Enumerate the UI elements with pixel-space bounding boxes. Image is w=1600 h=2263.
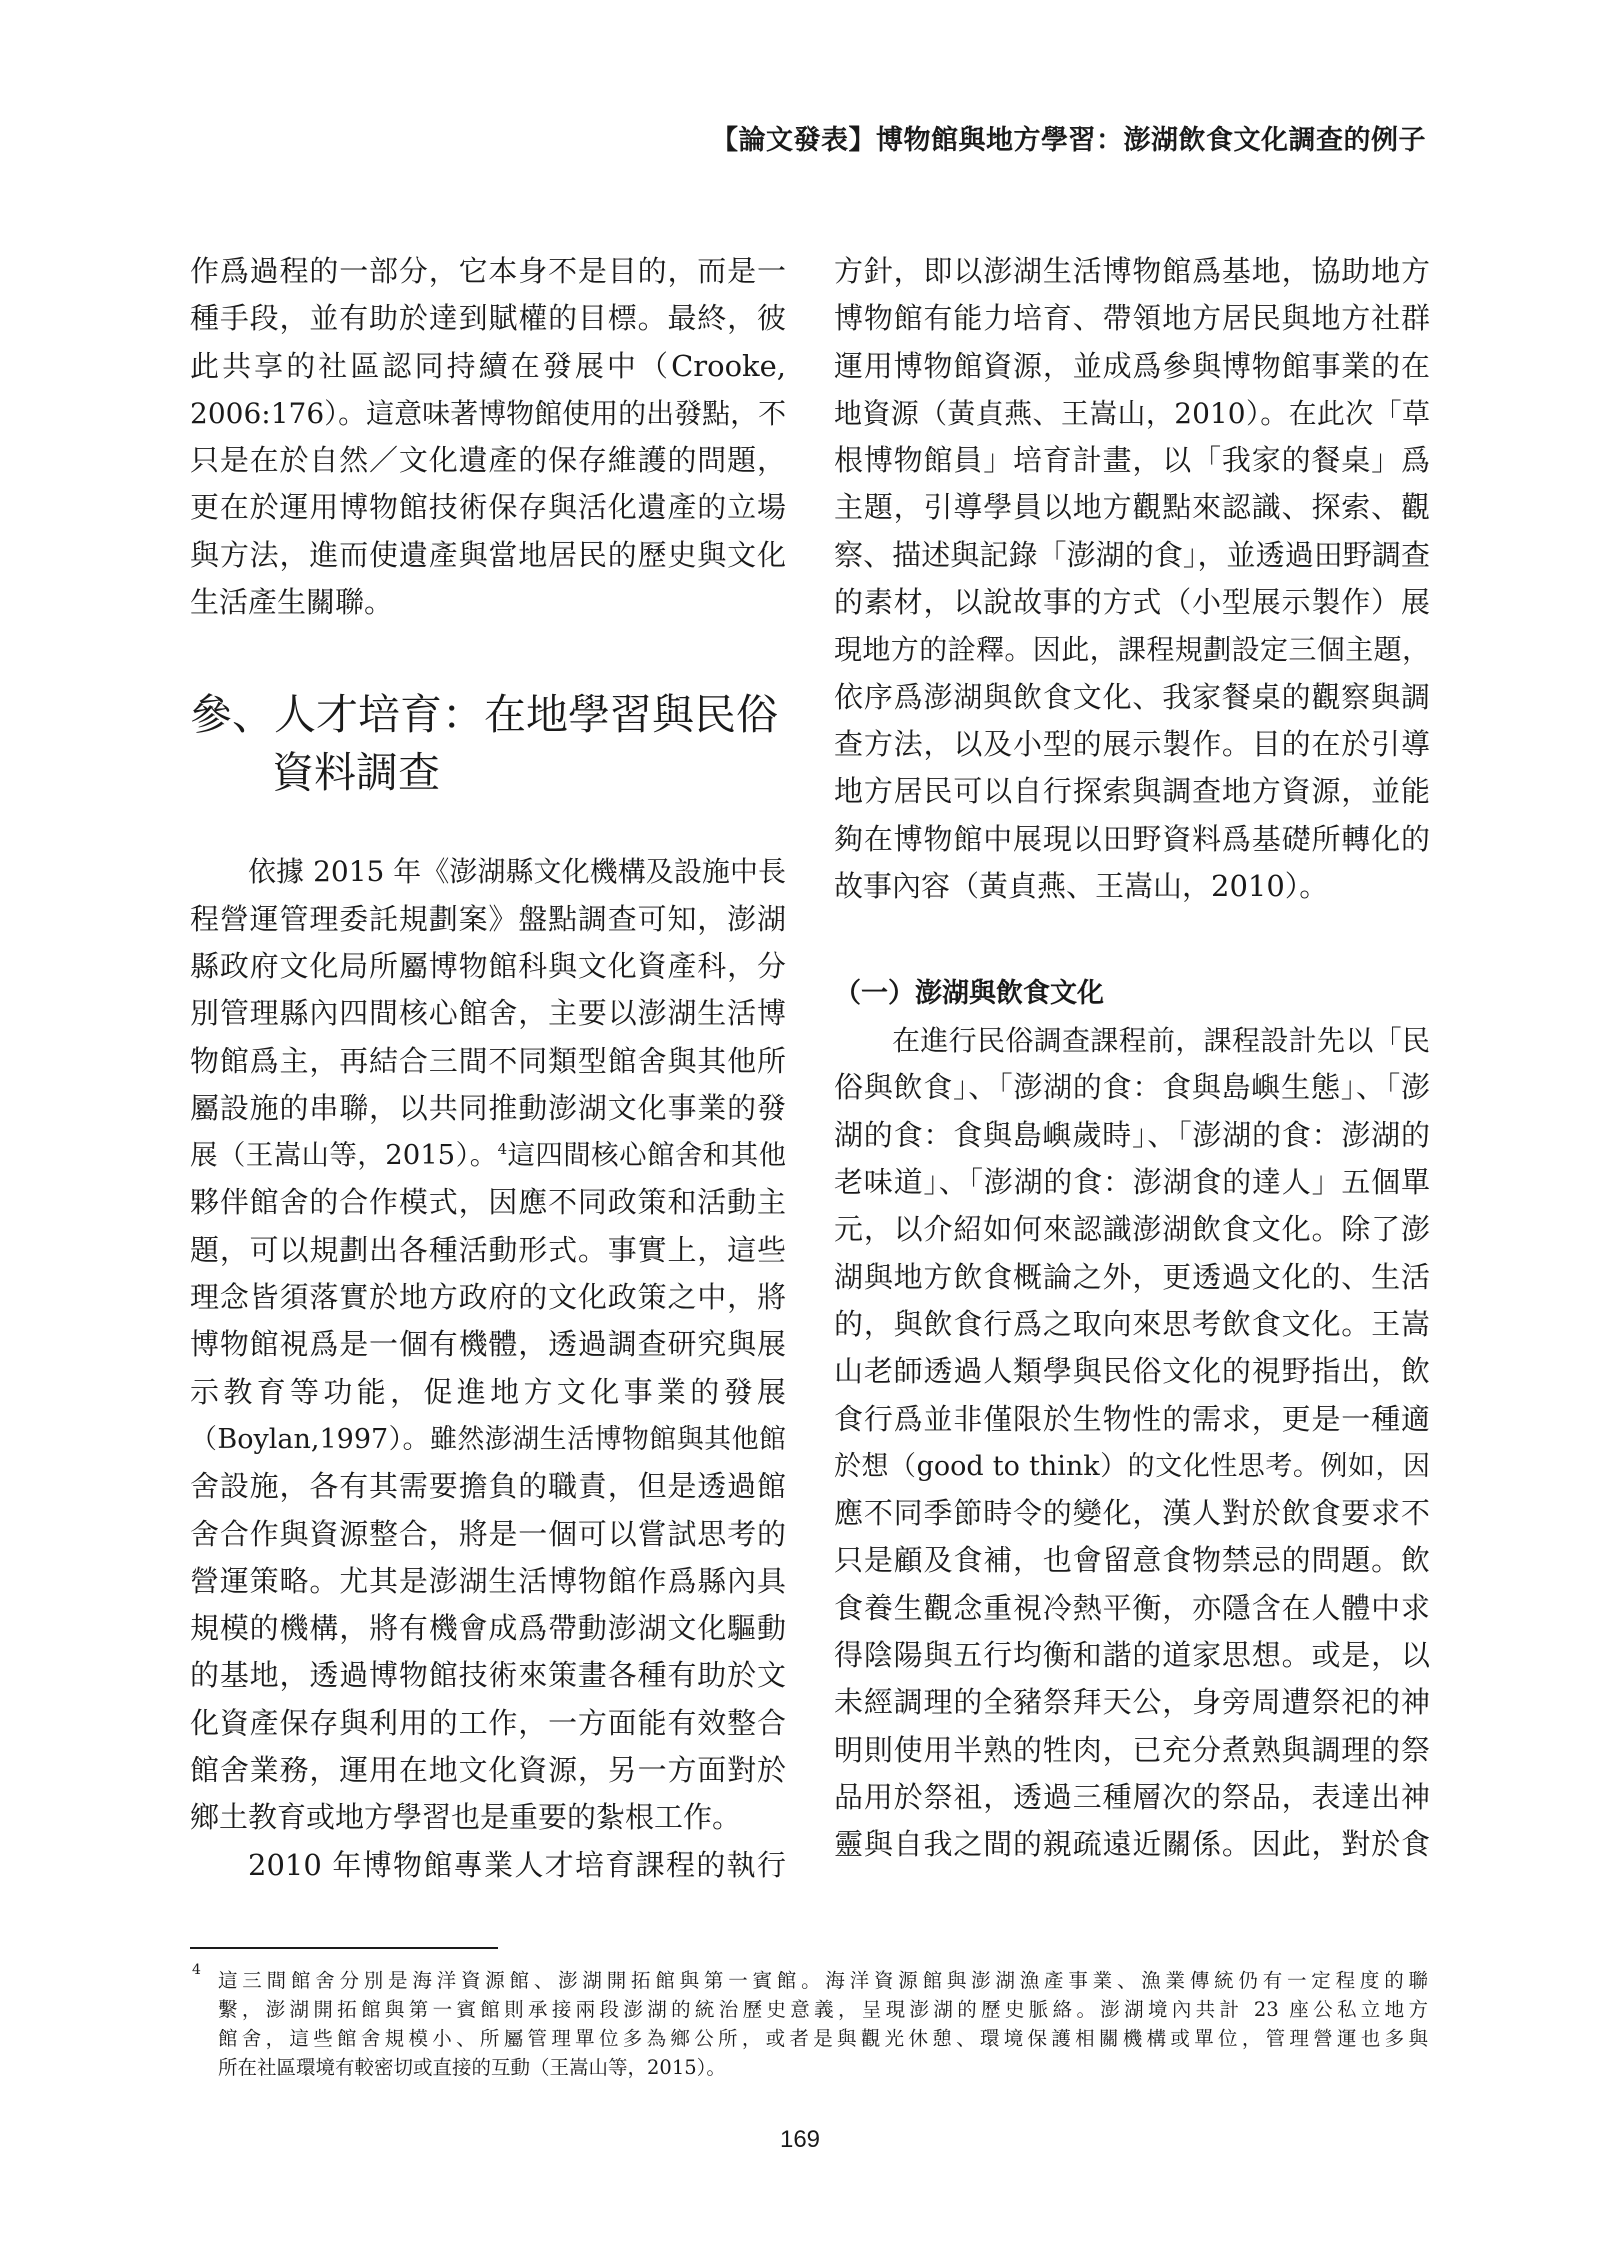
text-line: 別管理縣內四間核心館舍，主要以澎湖生活博 [190, 996, 786, 1031]
left-column [190, 248, 786, 1889]
page-number: 169 [779, 2126, 821, 2153]
text-line: 明則使用半熟的牲肉，已充分煮熟與調理的祭 [834, 1732, 1430, 1767]
text-line: 夠在博物館中展現以田野資料爲基礎所轉化的 [834, 821, 1430, 856]
text-line: 只是顧及食補，也會留意食物禁忌的問題。飲 [834, 1543, 1430, 1578]
paragraph [190, 848, 786, 1841]
text-line: 元，以介紹如何來認識澎湖飲食文化。除了澎 [834, 1212, 1430, 1247]
footnote-reference[interactable]: 4 [497, 1140, 508, 1158]
text-line: 縣政府文化局所屬博物館科與文化資產科，分 [190, 948, 786, 983]
text-line: 與方法，進而使遺產與當地居民的歷史與文化 [190, 537, 786, 572]
footnote-line: 這三間館舍分別是海洋資源館、澎湖開拓館與第一賓館。海洋資源館與澎湖漁產事業、漁業傳統仍有一定程度的聯 [218, 1969, 1428, 1992]
text-line: 根博物館員」培育計畫，以「我家的餐桌」爲 [834, 443, 1430, 478]
text-run: 這四間核心館舍和其他 [507, 1139, 786, 1172]
text-line: 生活產生關聯。 [190, 585, 394, 620]
footnote [190, 1962, 1430, 2082]
text-line: 湖的食：食與島嶼歲時」、「澎湖的食：澎湖的 [834, 1117, 1430, 1152]
text-line: 得陰陽與五行均衡和諧的道家思想。或是，以 [834, 1638, 1430, 1673]
text-line: 主題，引導學員以地方觀點來認識、探索、觀 [834, 490, 1430, 525]
text-line: 物館爲主，再結合三間不同類型館舍與其他所 [190, 1043, 786, 1078]
text-line: 2010 年博物館專業人才培育課程的執行 [248, 1847, 786, 1882]
section-heading [190, 686, 786, 802]
text-line: 依序爲澎湖與飲食文化、我家餐桌的觀察與調 [834, 679, 1430, 714]
text-line: 題，可以規劃出各種活動形式。事實上，這些 [190, 1232, 786, 1267]
text-line: 故事內容（黃貞燕、王嵩山，2010）。 [834, 868, 1329, 903]
text-line: 只是在於自然／文化遺產的保存維護的問題， [190, 443, 786, 478]
text-line: 山老師透過人類學與民俗文化的視野指出，飲 [834, 1354, 1430, 1389]
text-line: 夥伴館舍的合作模式，因應不同政策和活動主 [190, 1185, 786, 1220]
subsection-heading: （一）澎湖與飲食文化 [834, 978, 1104, 1010]
text-line [190, 1132, 786, 1179]
text-line: 理念皆須落實於地方政府的文化政策之中，將 [190, 1280, 786, 1315]
text-line: 舍合作與資源整合，將是一個可以嘗試思考的 [190, 1516, 786, 1551]
right-column [834, 248, 1430, 1869]
footnote-number: 4 [192, 1962, 201, 1978]
text-line: 屬設施的串聯，以共同推動澎湖文化事業的發 [190, 1090, 786, 1125]
text-line: 食行爲並非僅限於生物性的需求，更是一種適 [834, 1401, 1430, 1436]
text-line: 博物館有能力培育、帶領地方居民與地方社群 [834, 301, 1430, 336]
text-line: 種手段，並有助於達到賦權的目標。最終，彼 [190, 301, 786, 336]
running-header-title: 【論文發表】博物館與地方學習：澎湖飲食文化調查的例子 [711, 125, 1426, 156]
text-line: 食養生觀念重視冷熱平衡，亦隱含在人體中求 [834, 1590, 1430, 1625]
paragraph [834, 248, 1430, 910]
text-line: 營運策略。尤其是澎湖生活博物館作爲縣內具 [190, 1563, 786, 1598]
footnote-line: 繫，澎湖開拓館與第一賓館則承接兩段澎湖的統治歷史意義，呈現澎湖的歷史脈絡。澎湖境內共計 23 座公私立地方 [218, 1998, 1428, 2021]
footnote-divider [190, 1947, 498, 1949]
text-line: 未經調理的全豬祭拜天公，身旁周遭祭祀的神 [834, 1685, 1430, 1720]
paragraph [190, 1842, 786, 1889]
text-line: 運用博物館資源，並成爲參與博物館事業的在 [834, 348, 1430, 383]
text-line: 靈與自我之間的親疏遠近關係。因此，對於食 [834, 1827, 1430, 1862]
text-line: 2006:176）。這意味著博物館使用的出發點，不 [190, 396, 786, 430]
footnote-line: 館舍，這些館舍規模小、所屬管理單位多為鄉公所，或者是與觀光休憩、環境保護相關機構或單位，管理營運也多與 [218, 2027, 1428, 2050]
paragraph [190, 248, 786, 626]
text-line: 現地方的詮釋。因此，課程規劃設定三個主題， [834, 633, 1430, 667]
text-line: （Boylan,1997）。雖然澎湖生活博物館與其他館 [190, 1423, 786, 1455]
text-line: 湖與地方飲食概論之外，更透過文化的、生活 [834, 1259, 1430, 1294]
text-line: 老味道」、「澎湖的食：澎湖食的達人」五個單 [834, 1165, 1430, 1200]
text-line: 更在於運用博物館技術保存與活化遺產的立場 [190, 490, 786, 525]
section-heading-line: 資料調查 [272, 748, 441, 798]
text-run: 展（王嵩山等，2015）。 [190, 1139, 498, 1172]
text-line: 程營運管理委託規劃案》盤點調查可知，澎湖 [190, 901, 786, 936]
text-line: 鄉土教育或地方學習也是重要的紮根工作。 [190, 1800, 742, 1835]
text-line: 在進行民俗調查課程前，課程設計先以「民 [892, 1024, 1430, 1058]
text-line: 於想（good to think）的文化性思考。例如，因 [834, 1450, 1430, 1482]
text-line: 地方居民可以自行探索與調查地方資源，並能 [834, 774, 1430, 809]
text-line: 作爲過程的一部分，它本身不是目的，而是一 [190, 254, 786, 288]
text-line: 應不同季節時令的變化，漢人對於飲食要求不 [834, 1496, 1430, 1531]
text-line: 的，與飲食行爲之取向來思考飲食文化。王嵩 [834, 1306, 1430, 1341]
text-line: 舍設施，各有其需要擔負的職責，但是透過館 [190, 1469, 786, 1504]
text-line: 地資源（黃貞燕、王嵩山，2010）。在此次「草 [834, 396, 1430, 430]
text-line: 館舍業務，運用在地文化資源，另一方面對於 [190, 1753, 786, 1788]
text-line: 俗與飲食」、「澎湖的食：食與島嶼生態」、「澎 [834, 1070, 1430, 1105]
text-line: 化資產保存與利用的工作，一方面能有效整合 [190, 1705, 786, 1740]
text-line: 示教育等功能，促進地方文化事業的發展 [190, 1374, 786, 1409]
text-line: 察、描述與記錄「澎湖的食」，並透過田野調查 [834, 537, 1430, 572]
footnote-line: 所在社區環境有較密切或直接的互動（王嵩山等，2015）。 [218, 2056, 726, 2079]
text-line: 規模的機構，將有機會成爲帶動澎湖文化驅動 [190, 1611, 786, 1646]
text-line: 依據 2015 年《澎湖縣文化機構及設施中長 [248, 855, 786, 889]
text-line: 品用於祭祖，透過三種層次的祭品，表達出神 [834, 1779, 1430, 1814]
text-line: 查方法，以及小型的展示製作。目的在於引導 [834, 726, 1430, 761]
text-line: 的基地，透過博物館技術來策畫各種有助於文 [190, 1658, 786, 1693]
text-line: 此共享的社區認同持續在發展中（Crooke, [190, 348, 786, 383]
section-heading-line: 參、人才培育：在地學習與民俗 [190, 690, 779, 740]
paragraph [834, 1017, 1430, 1868]
text-line: 的素材，以說故事的方式（小型展示製作）展 [834, 585, 1430, 620]
text-line: 方針，即以澎湖生活博物館爲基地，協助地方 [834, 254, 1430, 288]
text-line: 博物館視爲是一個有機體，透過調查研究與展 [190, 1327, 786, 1362]
